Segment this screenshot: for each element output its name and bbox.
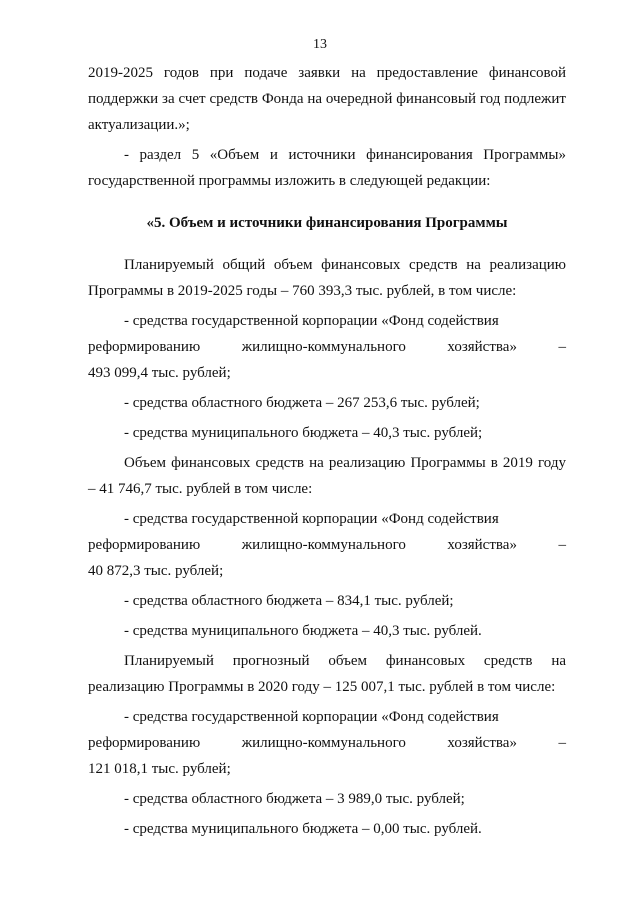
word: хозяйства» [447, 339, 517, 355]
word: – [558, 339, 566, 355]
document-body [88, 60, 566, 842]
list-item-fund-line2 [88, 334, 566, 360]
word: – [558, 735, 566, 751]
list-item-fund-2020-amount: 121 018,1 тыс. рублей; [88, 761, 231, 777]
paragraph-continuation: 2019-2025 годов при подаче заявки на предоставление финансовой поддержки за счет средств Фонда на очередной финансовый год подлежит актуализации.»; [88, 65, 566, 133]
list-item-fund-2019-amount: 40 872,3 тыс. рублей; [88, 563, 224, 579]
paragraph-2020-funding: Планируемый прогнозный объем финансовых средств на реализацию Программы в 2020 году – 125 007,1 тыс. рублей в том числе: [88, 653, 566, 695]
word: жилищно-коммунального [241, 735, 406, 751]
word: – [558, 537, 566, 553]
list-item-fund-2019-line1: - средства государственной корпорации «Фонд содействия [124, 511, 499, 527]
word: реформированию [88, 537, 201, 553]
list-item-fund-amount: 493 099,4 тыс. рублей; [88, 365, 231, 381]
list-item-fund-2020-line1: - средства государственной корпорации «Фонд содействия [124, 709, 499, 725]
list-item-fund-2019-line2 [88, 532, 566, 558]
paragraph-2019-funding: Объем финансовых средств на реализацию Программы в 2019 году – 41 746,7 тыс. рублей в том числе: [88, 455, 566, 497]
list-item-regional-budget-2020: - средства областного бюджета – 3 989,0 тыс. рублей; [124, 791, 465, 807]
list-item-regional-budget-2019: - средства областного бюджета – 834,1 тыс. рублей; [124, 593, 454, 609]
word: хозяйства» [447, 735, 517, 751]
list-item-regional-budget: - средства областного бюджета – 267 253,6 тыс. рублей; [124, 395, 480, 411]
word: жилищно-коммунального [241, 339, 406, 355]
word: жилищно-коммунального [241, 537, 406, 553]
list-item-fund-2020-line2 [88, 730, 566, 756]
word: реформированию [88, 339, 201, 355]
word: хозяйства» [447, 537, 517, 553]
list-item-municipal-budget-2020: - средства муниципального бюджета – 0,00 тыс. рублей. [124, 821, 482, 837]
paragraph-section-amendment: - раздел 5 «Объем и источники финансирования Программы» государственной программы изложить в следующей редакции: [88, 147, 566, 189]
section-heading: «5. Объем и источники финансирования Программы [146, 215, 508, 231]
page-number: 13 [313, 37, 327, 52]
word: реформированию [88, 735, 201, 751]
paragraph-total-funding: Планируемый общий объем финансовых средств на реализацию Программы в 2019-2025 годы – 760 393,3 тыс. рублей, в том числе: [88, 257, 566, 299]
list-item-municipal-budget: - средства муниципального бюджета – 40,3 тыс. рублей; [124, 425, 483, 441]
list-item-fund-line1: - средства государственной корпорации «Фонд содействия [124, 313, 499, 329]
list-item-municipal-budget-2019: - средства муниципального бюджета – 40,3 тыс. рублей. [124, 623, 482, 639]
